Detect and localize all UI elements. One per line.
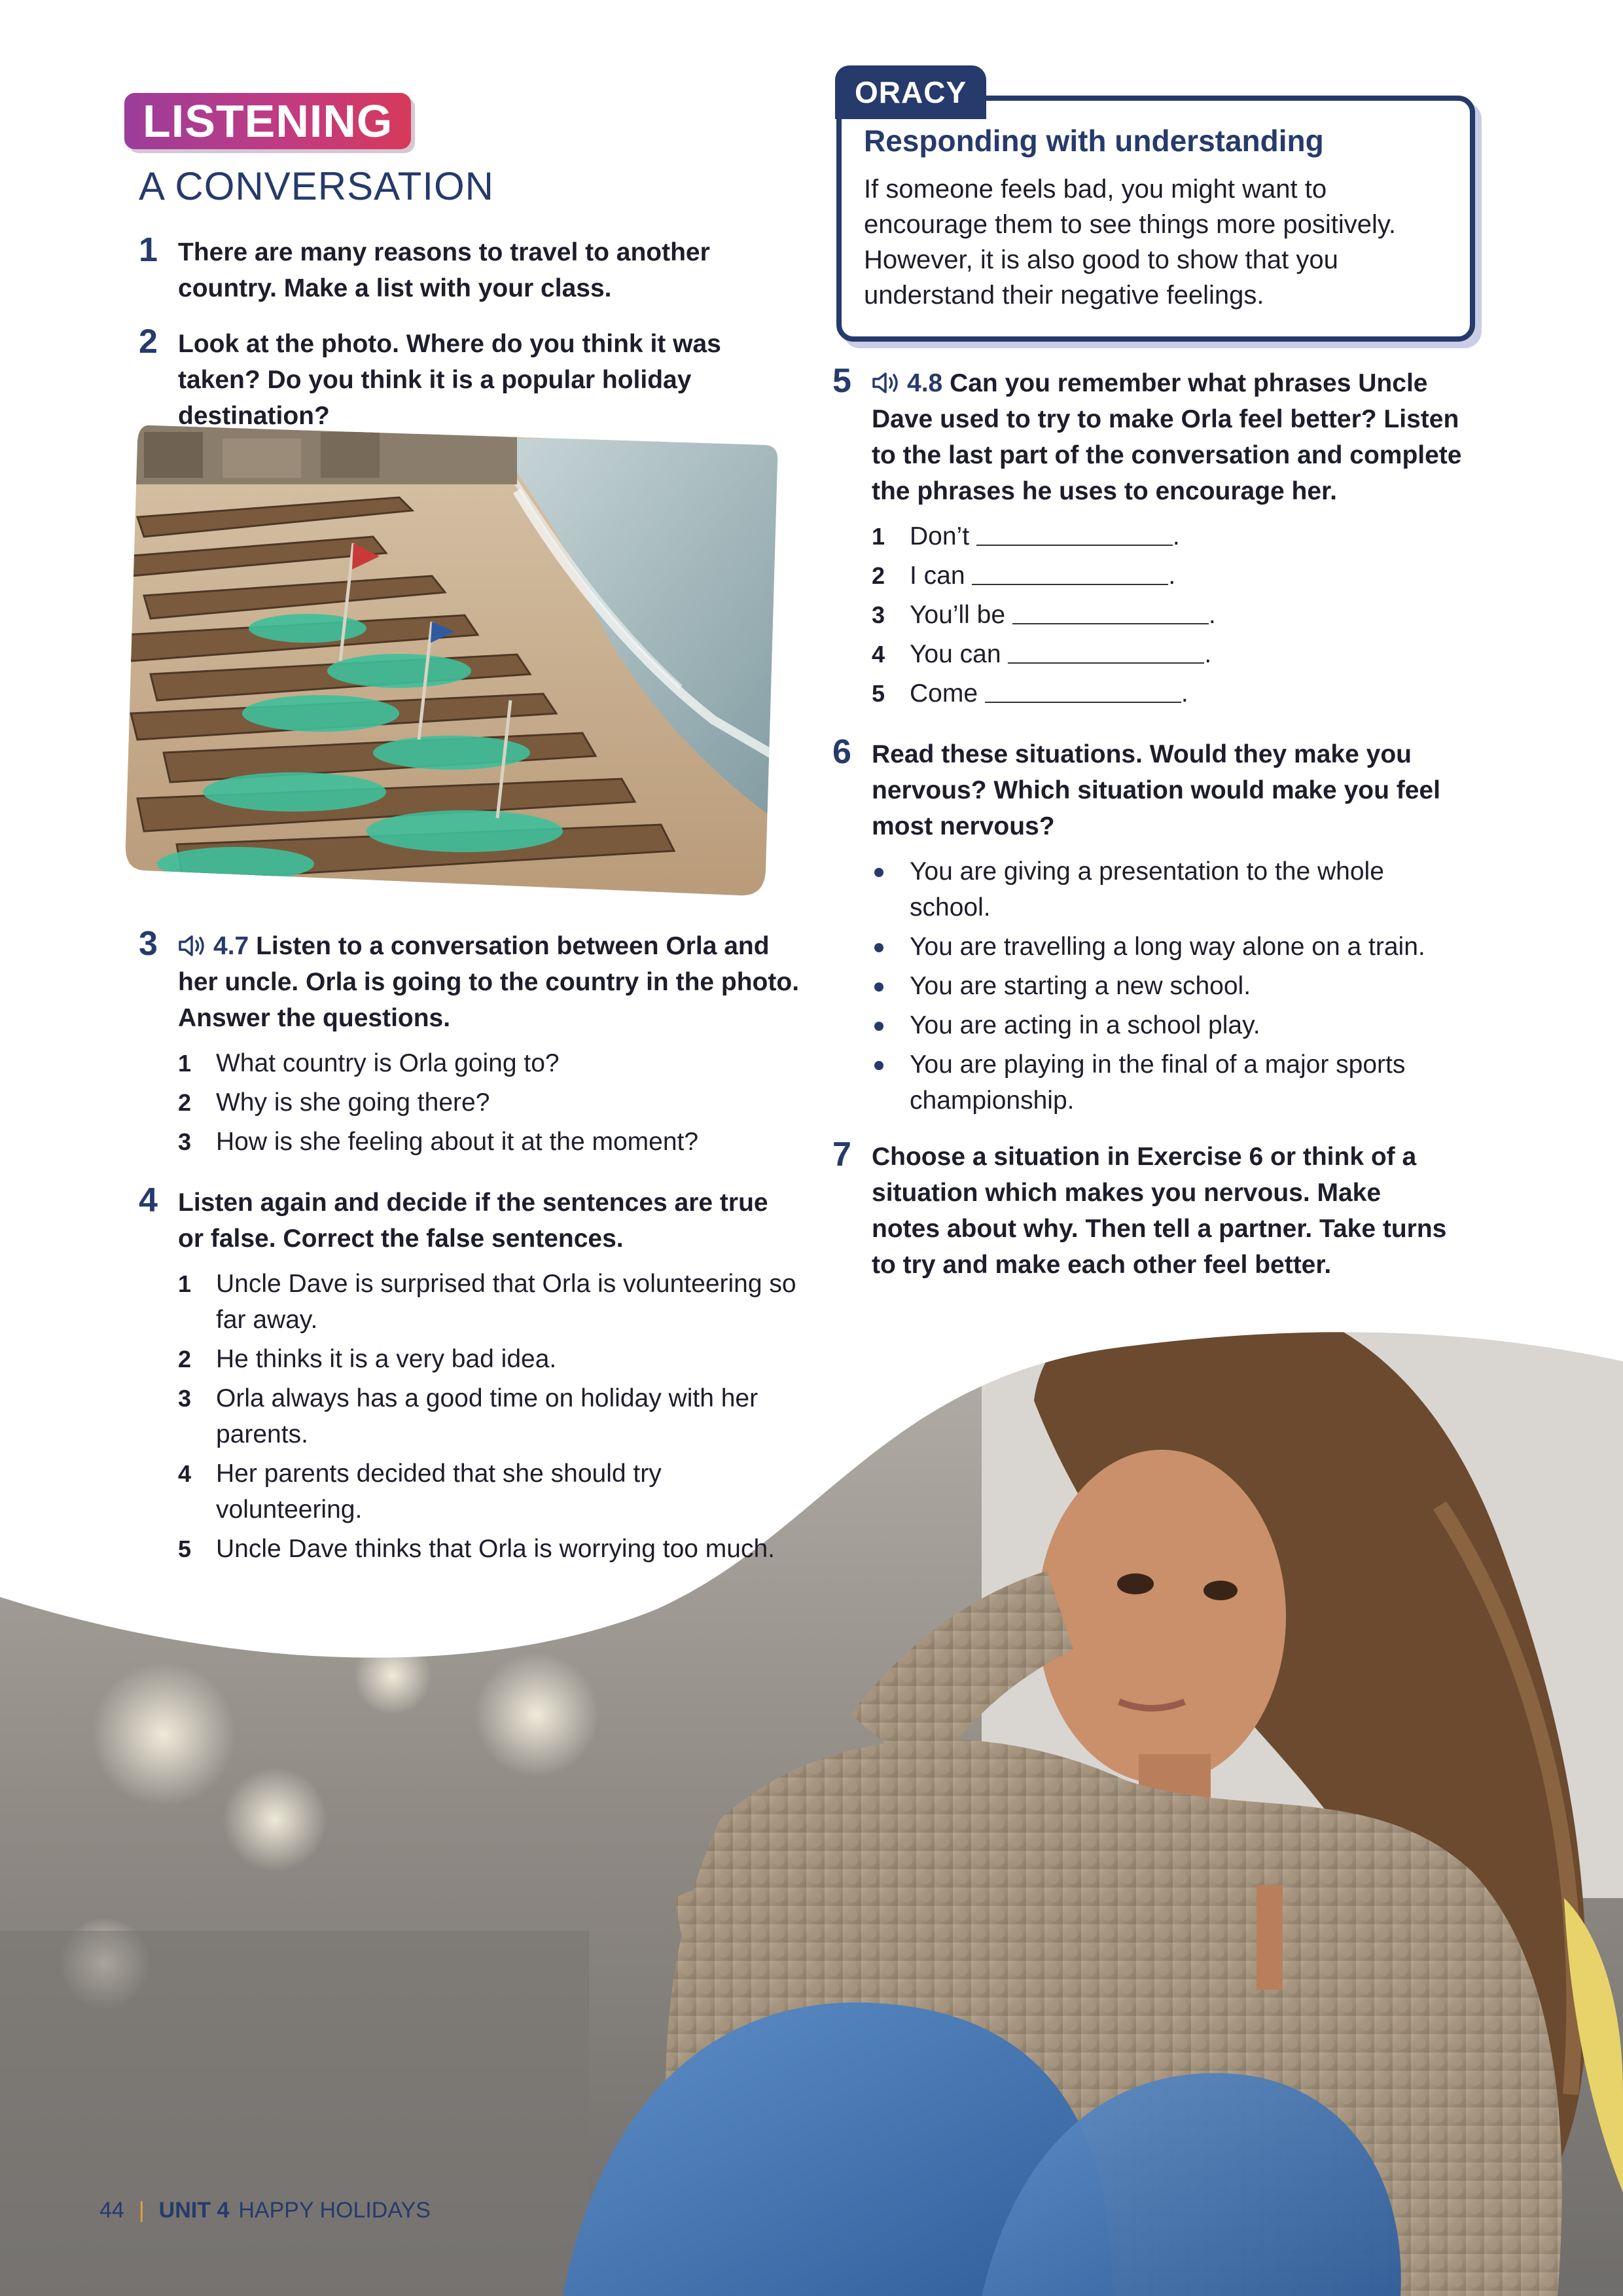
unit-title: HAPPY HOLIDAYS <box>238 2198 431 2223</box>
list-item: 2 I can . <box>872 558 1480 594</box>
list-item: 4 You can . <box>872 636 1480 672</box>
exercise-number: 4 <box>139 1181 158 1219</box>
answer-blank[interactable] <box>972 558 1168 585</box>
list-item: You are travelling a long way alone on a train. <box>872 929 1461 965</box>
exercise-number: 5 <box>832 362 851 400</box>
exercise-instruction <box>178 928 800 1036</box>
answer-blank[interactable] <box>976 518 1173 546</box>
exercise-number: 1 <box>139 231 158 269</box>
answer-blank[interactable] <box>1008 636 1204 664</box>
exercise-1 <box>139 231 800 306</box>
list-item: 3 You’ll be . <box>872 597 1480 633</box>
list-item: 1 What country is Orla going to? <box>178 1049 560 1077</box>
answer-blank[interactable] <box>1012 597 1209 624</box>
exercise-number: 3 <box>139 925 158 963</box>
list-item: 5 Uncle Dave thinks that Orla is worrying too much. <box>178 1535 776 1563</box>
instruction-text: Listen to a conversation between Orla and her uncle. Orla is going to the country in the photo. Answer the questions. <box>178 932 800 1032</box>
exercise-instruction: Look at the photo. Where do you think it was taken? Do you think it is a popular holiday destination? <box>178 330 721 430</box>
speaker-icon[interactable] <box>872 372 902 394</box>
list-item: 4 Her parents decided that she should try volunteering. <box>178 1460 662 1524</box>
footer-separator: | <box>138 2198 145 2223</box>
audio-track: 4.7 <box>213 932 249 960</box>
exercise-7 <box>832 1136 1480 1283</box>
exercise-4 <box>139 1181 800 1577</box>
phrase-list <box>872 518 1480 711</box>
exercise-instruction: There are many reasons to travel to another country. Make a list with your class. <box>178 238 710 302</box>
list-item: 3 How is she feeling about it at the moment? <box>178 1128 699 1156</box>
oracy-title: Responding with understanding <box>864 124 1324 158</box>
list-item: 5 Come . <box>872 675 1480 711</box>
exercise-instruction: Read these situations. Would they make you nervous? Which situation would make you feel most nervous? <box>872 740 1440 840</box>
exercise-number: 6 <box>832 733 851 771</box>
list-item: 1 Uncle Dave is surprised that Orla is volunteering so far away. <box>178 1270 796 1334</box>
exercise-instruction: Listen again and decide if the sentences are true or false. Correct the false sentences. <box>178 1189 768 1253</box>
speaker-icon[interactable] <box>178 935 208 957</box>
oracy-body: If someone feels bad, you might want to encourage them to see things more positively. However, it is also good to show that you understand their negative feelings. <box>864 175 1397 310</box>
exercise-number: 7 <box>832 1136 851 1174</box>
list-item: 3 Orla always has a good time on holiday with her parents. <box>178 1384 758 1448</box>
unit-label: UNIT 4 <box>158 2198 230 2223</box>
beach-photo <box>124 412 792 910</box>
answer-blank[interactable] <box>985 675 1181 703</box>
exercise-3 <box>139 925 800 1170</box>
oracy-tab: ORACY <box>835 65 986 119</box>
list-item: You are starting a new school. <box>872 968 1461 1004</box>
exercise-instruction <box>872 365 1480 509</box>
list-item: 1 Don’t . <box>872 518 1480 554</box>
audio-track: 4.8 <box>907 369 943 397</box>
sentence-list <box>178 1266 806 1567</box>
list-item: You are playing in the final of a major sports championship. <box>872 1047 1461 1119</box>
exercise-5 <box>832 362 1480 722</box>
exercise-instruction: Choose a situation in Exercise 6 or think of a situation which makes you nervous. Make notes about why. Then tell a partner. Take turns to try and make each other feel better. <box>872 1143 1447 1279</box>
list-item: You are acting in a school play. <box>872 1007 1461 1043</box>
exercise-number: 2 <box>139 323 158 361</box>
section-title: A CONVERSATION <box>139 164 494 208</box>
list-item: 2 He thinks it is a very bad idea. <box>178 1345 557 1373</box>
page-footer <box>99 2198 431 2223</box>
exercise-6 <box>832 733 1480 1129</box>
question-list <box>178 1045 800 1160</box>
list-item: 2 Why is she going there? <box>178 1088 490 1117</box>
list-item: You are giving a presentation to the whole school. <box>872 853 1461 925</box>
section-tag: LISTENING <box>124 93 411 149</box>
instruction-text: Can you remember what phrases Uncle Dave used to try to make Orla feel better? Listen to the last part of the conversation and complete the phrases he uses to encourage her. <box>872 369 1462 505</box>
page-number: 44 <box>99 2198 124 2223</box>
situation-list <box>872 853 1461 1119</box>
